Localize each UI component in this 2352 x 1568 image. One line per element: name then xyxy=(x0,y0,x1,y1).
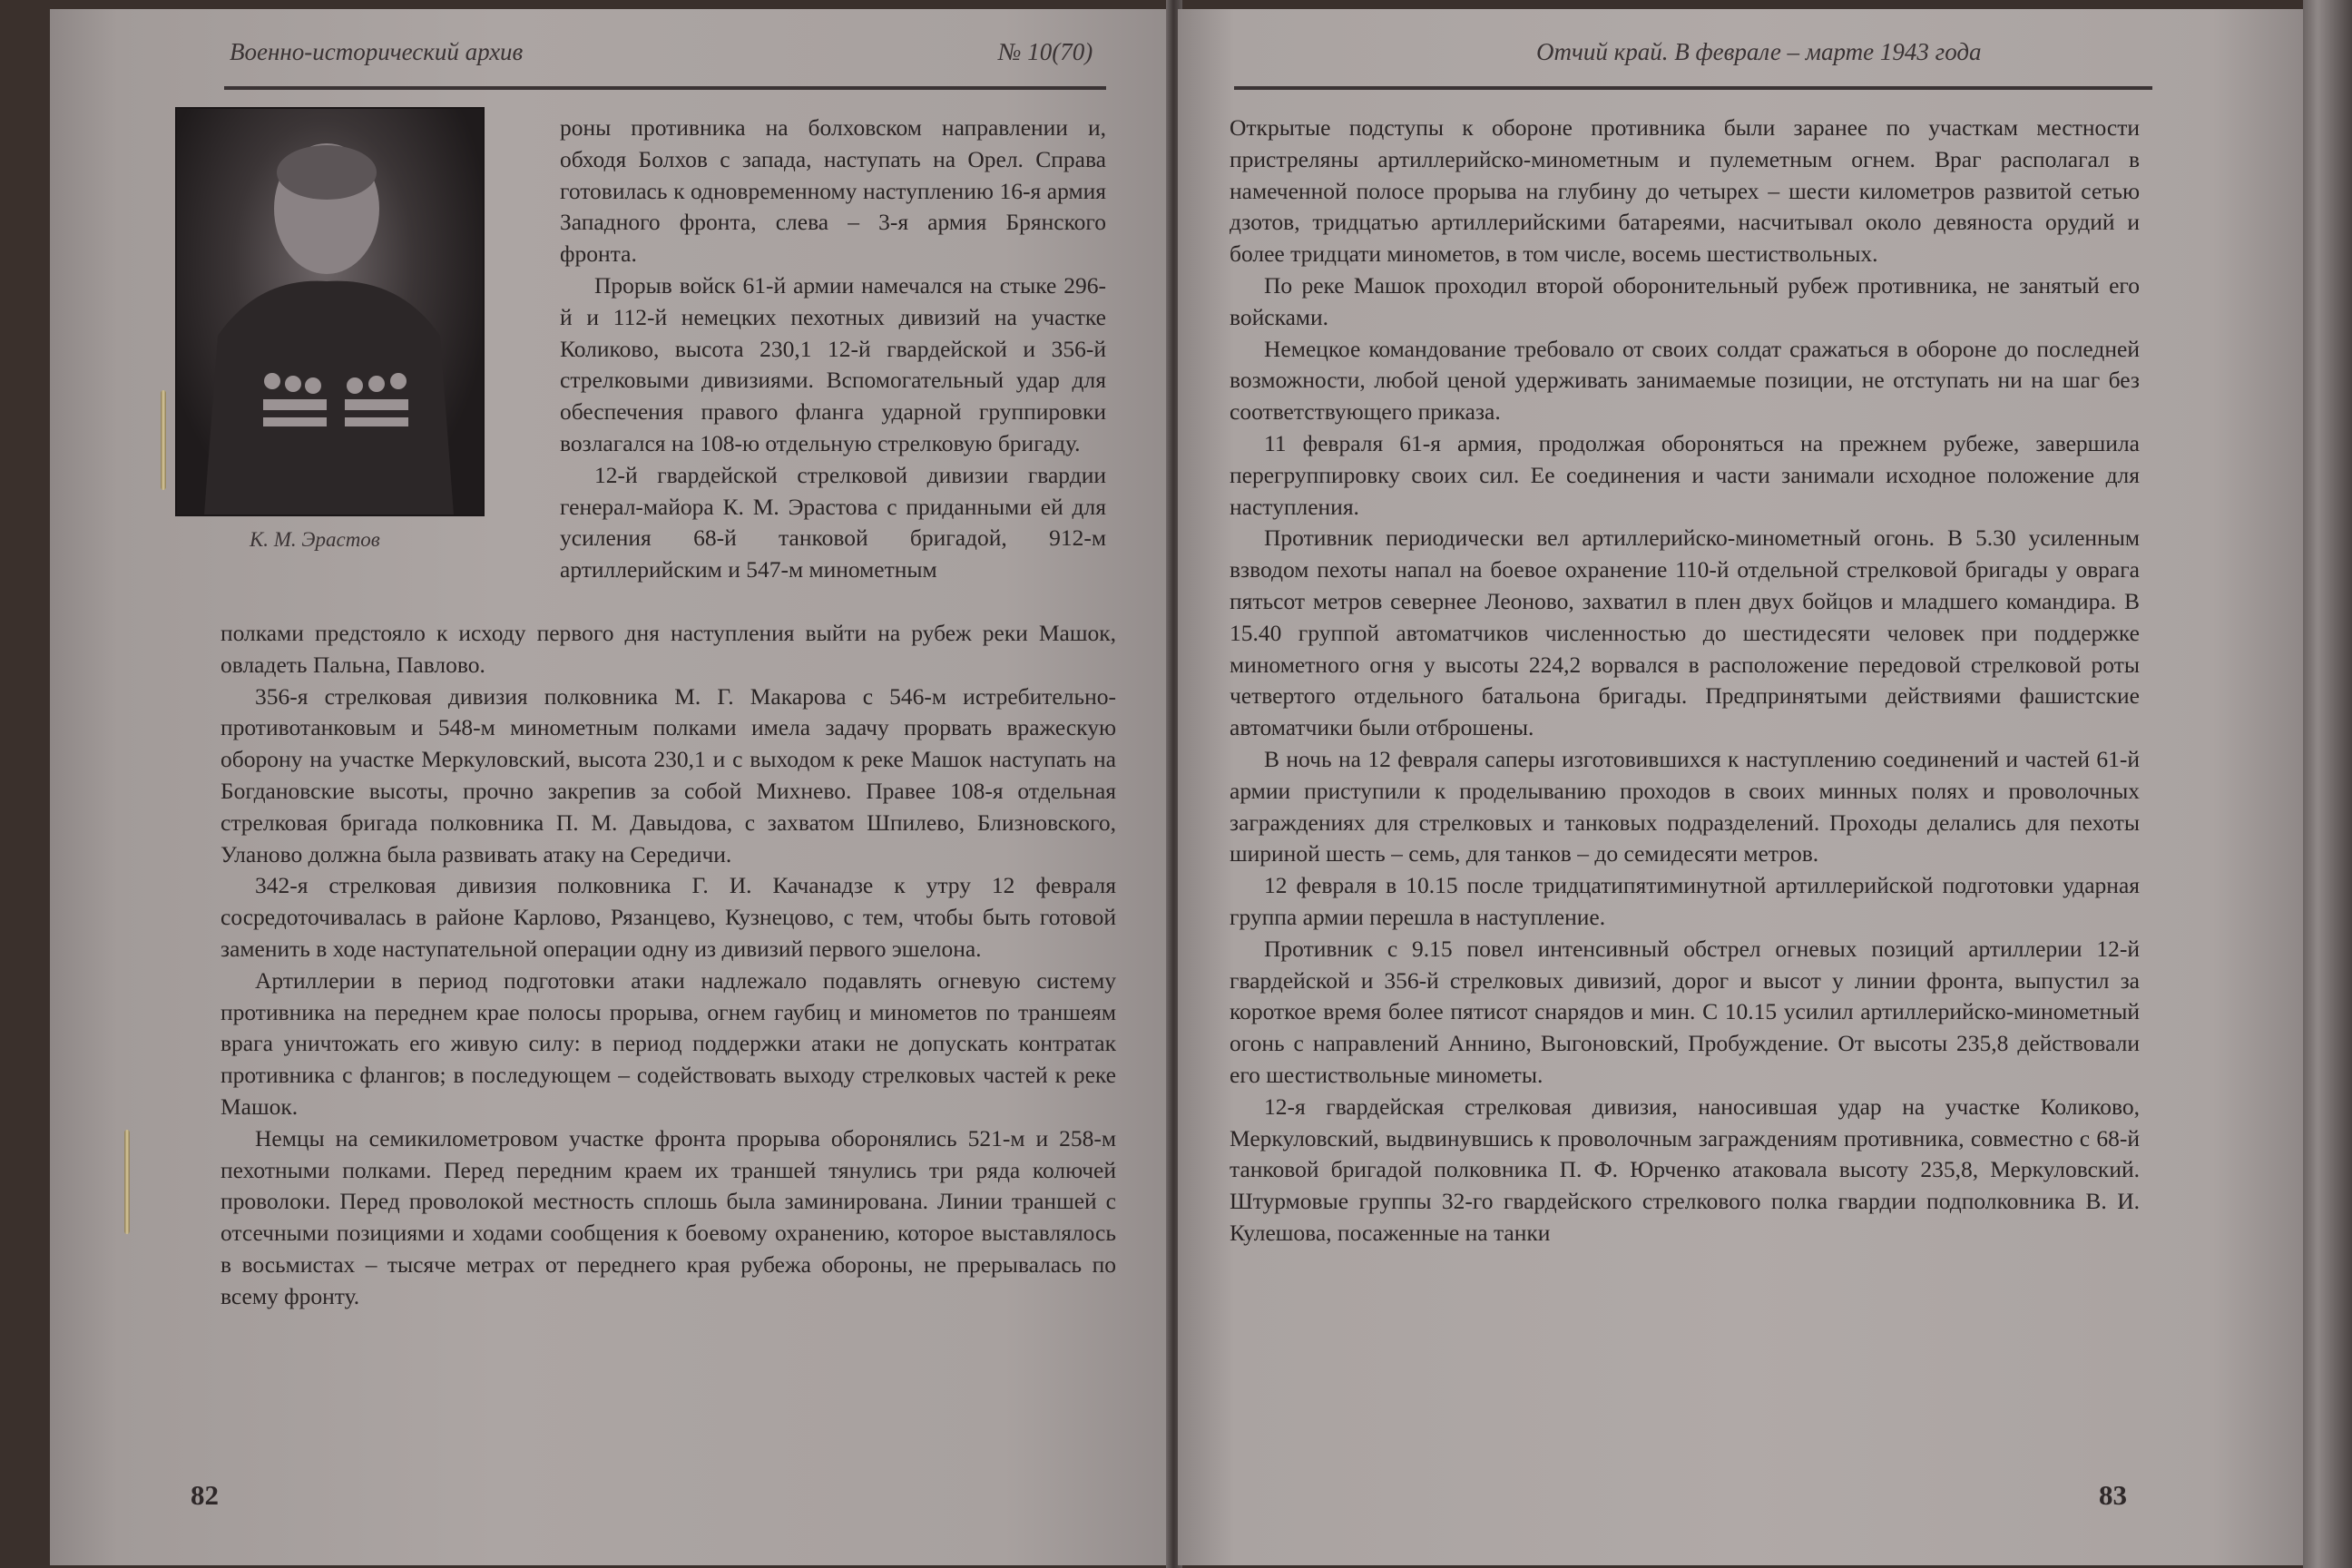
paragraph: 11 февраля 61-я армия, продолжая обороняться на прежнем рубеже, завершила перегруппировку своих сил. Ее соединения и части занимали исходное положение для наступления. xyxy=(1230,429,2140,520)
paragraph: 12-я гвардейская стрелковая дивизия, наносившая удар на участке Коликово, Меркуловский, выдвинувшись к проволочным заграждениям противника, совместно с 68-й танковой бригадой полковника П. Ф. Юрченко атаковала высоту 235,8, Меркуловский. Штурмовые группы 32-го гвардейского стрелкового полка гвардии подполковника В. И. Кулешова, посаженные на танки xyxy=(1230,1093,2140,1246)
left-body-text xyxy=(220,618,1116,1313)
right-page-number: 83 xyxy=(2099,1479,2127,1511)
portrait-illustration xyxy=(177,109,483,514)
paragraph: 342-я стрелковая дивизия полковника Г. И. Качанадзе к утру 12 февраля сосредоточивалась в районе Карлово, Рязанцево, Кузнецово, с тем, чтобы быть готовой заменить в ходе наступательной операции одну из дивизий первого эшелона. xyxy=(220,872,1116,962)
paragraph: роны противника на болховском направлении и, обходя Болхов с запада, наступать на Орел. Справа готовилась к одновременному наступлению 16-я армия Западного фронта, слева – 3-я армия Брянского фронта. xyxy=(560,114,1106,268)
right-body-text xyxy=(1230,113,2140,1250)
paragraph: 12-й гвардейской стрелковой дивизии гвардии генерал-майора К. М. Эрастова с приданными ей для усиления 68-й танковой бригадой, 912-м артиллерийским и 547-м минометным xyxy=(560,461,1106,583)
portrait-photo xyxy=(175,107,485,516)
paragraph: полками предстояло к исходу первого дня наступления выйти на рубеж реки Машок, овладеть Пальна, Павлово. xyxy=(220,620,1116,678)
right-header-rule xyxy=(1234,86,2152,90)
left-page-number: 82 xyxy=(191,1479,219,1511)
paragraph: 12 февраля в 10.15 после тридцатипятиминутной артиллерийской подготовки ударная группа армии перешла в наступление. xyxy=(1230,872,2140,930)
page-edge xyxy=(2303,0,2352,1568)
paragraph: Немецкое командование требовало от своих солдат сражаться в обороне до последней возможности, любой ценой удерживать занимаемые позиции, не отступать ни на шаг без соответствующего приказа. xyxy=(1230,335,2140,426)
left-running-head: Военно-исторический архив xyxy=(230,38,524,65)
staple-bottom xyxy=(124,1130,130,1234)
left-header-rule xyxy=(224,86,1106,90)
staple-top xyxy=(161,390,166,490)
paragraph: Прорыв войск 61-й армии намечался на стыке 296-й и 112-й немецких пехотных дивизий на участке Коликово, высота 230,1 12-й гвардейской и 356-й стрелковыми дивизиями. Вспомогательный удар для обеспечения правого фланга ударной группировки возлагался на 108-ю отдельную стрелковую бригаду. xyxy=(560,271,1106,456)
paragraph: Открытые подступы к обороне противника были заранее по участкам местности пристреляны артиллерийско-минометным и пулеметным огнем. Враг располагал в намеченной полосе прорыва на глубину до четырех – шести километров развитой сетью дзотов, тридцатью артиллерийскими батареями, насчитывал около девяноста орудий и более тридцати минометов, в том числе, восемь шестиствольных. xyxy=(1230,114,2140,268)
right-running-head: Отчий край. В феврале – марте 1943 года xyxy=(1536,38,1982,65)
paragraph: Противник с 9.15 повел интенсивный обстрел огневых позиций артиллерии 12-й гвардейской и 356-й стрелковых дивизий, дорог и высот у линии фронта, выпустил за короткое время более пятисот снарядов и мин. С 10.15 усилил артиллерийско-минометный огонь с направлений Аннино, Выгоновский, Пробуждение. От высоты 235,8 действовали его шестиствольные минометы. xyxy=(1230,935,2140,1088)
paragraph: Артиллерии в период подготовки атаки надлежало подавлять огневую систему противника на переднем крае полосы прорыва, огнем гаубиц и минометов по траншеям врага уничтожать его живую силу: в период поддержки атаки не допускать контратак противника с флангов; в последующем – содействовать выходу стрелковых частей к реке Машок. xyxy=(220,966,1116,1120)
left-wrap-text xyxy=(560,113,1106,586)
paragraph: По реке Машок проходил второй оборонительный рубеж противника, не занятый его войсками. xyxy=(1230,271,2140,330)
paragraph: 356-я стрелковая дивизия полковника М. Г. Макарова с 546-м истребительно-противотанковым и 548-м минометным полками имела задачу прорвать вражескую оборону на участке Меркуловский, высота 230,1 и с выходом к реке Машок наступать на Богдановские высоты, прочно закрепив за собой Михнево. Правее 108-я отдельная стрелковая бригада полковника П. М. Давыдова, с захватом Шпилево, Близновского, Уланово должна была развивать атаку на Середичи. xyxy=(220,682,1116,867)
paragraph: В ночь на 12 февраля саперы изготовившихся к наступлению соединений и частей 61-й армии приступили к проделыванию проходов в своих минных полях и проволочных заграждениях для стрелковых и танковых подразделений. Проходы делались для пехоты шириной шесть – семь, для танков – до семидесяти метров. xyxy=(1230,745,2140,867)
paragraph: Немцы на семикилометровом участке фронта прорыва оборонялись 521-м и 258-м пехотными полками. Перед передним краем их траншей тянулись три ряда колючей проволоки. Перед проволокой местность сплошь была заминирована. Линии траншей с отсечными позициями и ходами сообщения к боевому охранению, которое выставлялось в восьмистах – тысяче метрах от переднего края рубежа обороны, не прерывалась по всему фронту. xyxy=(220,1124,1116,1309)
photo-caption: К. М. Эрастов xyxy=(250,528,380,551)
issue-number: № 10(70) xyxy=(998,38,1093,65)
paragraph: Противник периодически вел артиллерийско-минометный огонь. В 5.30 усиленным взводом пехоты напал на боевое охранение 110-й отдельной стрелковой бригады у оврага пятьсот метров севернее Леоново, захватил в плен двух бойцов и младшего командира. В 15.40 группой автоматчиков численностью до шестидесяти человек при поддержке минометного огня у высоты 224,2 ворвался в расположение передовой стрелковой роты четвертого отдельного батальона бригады. Предпринятыми действиями фашистские автоматчики были отброшены. xyxy=(1230,524,2140,741)
